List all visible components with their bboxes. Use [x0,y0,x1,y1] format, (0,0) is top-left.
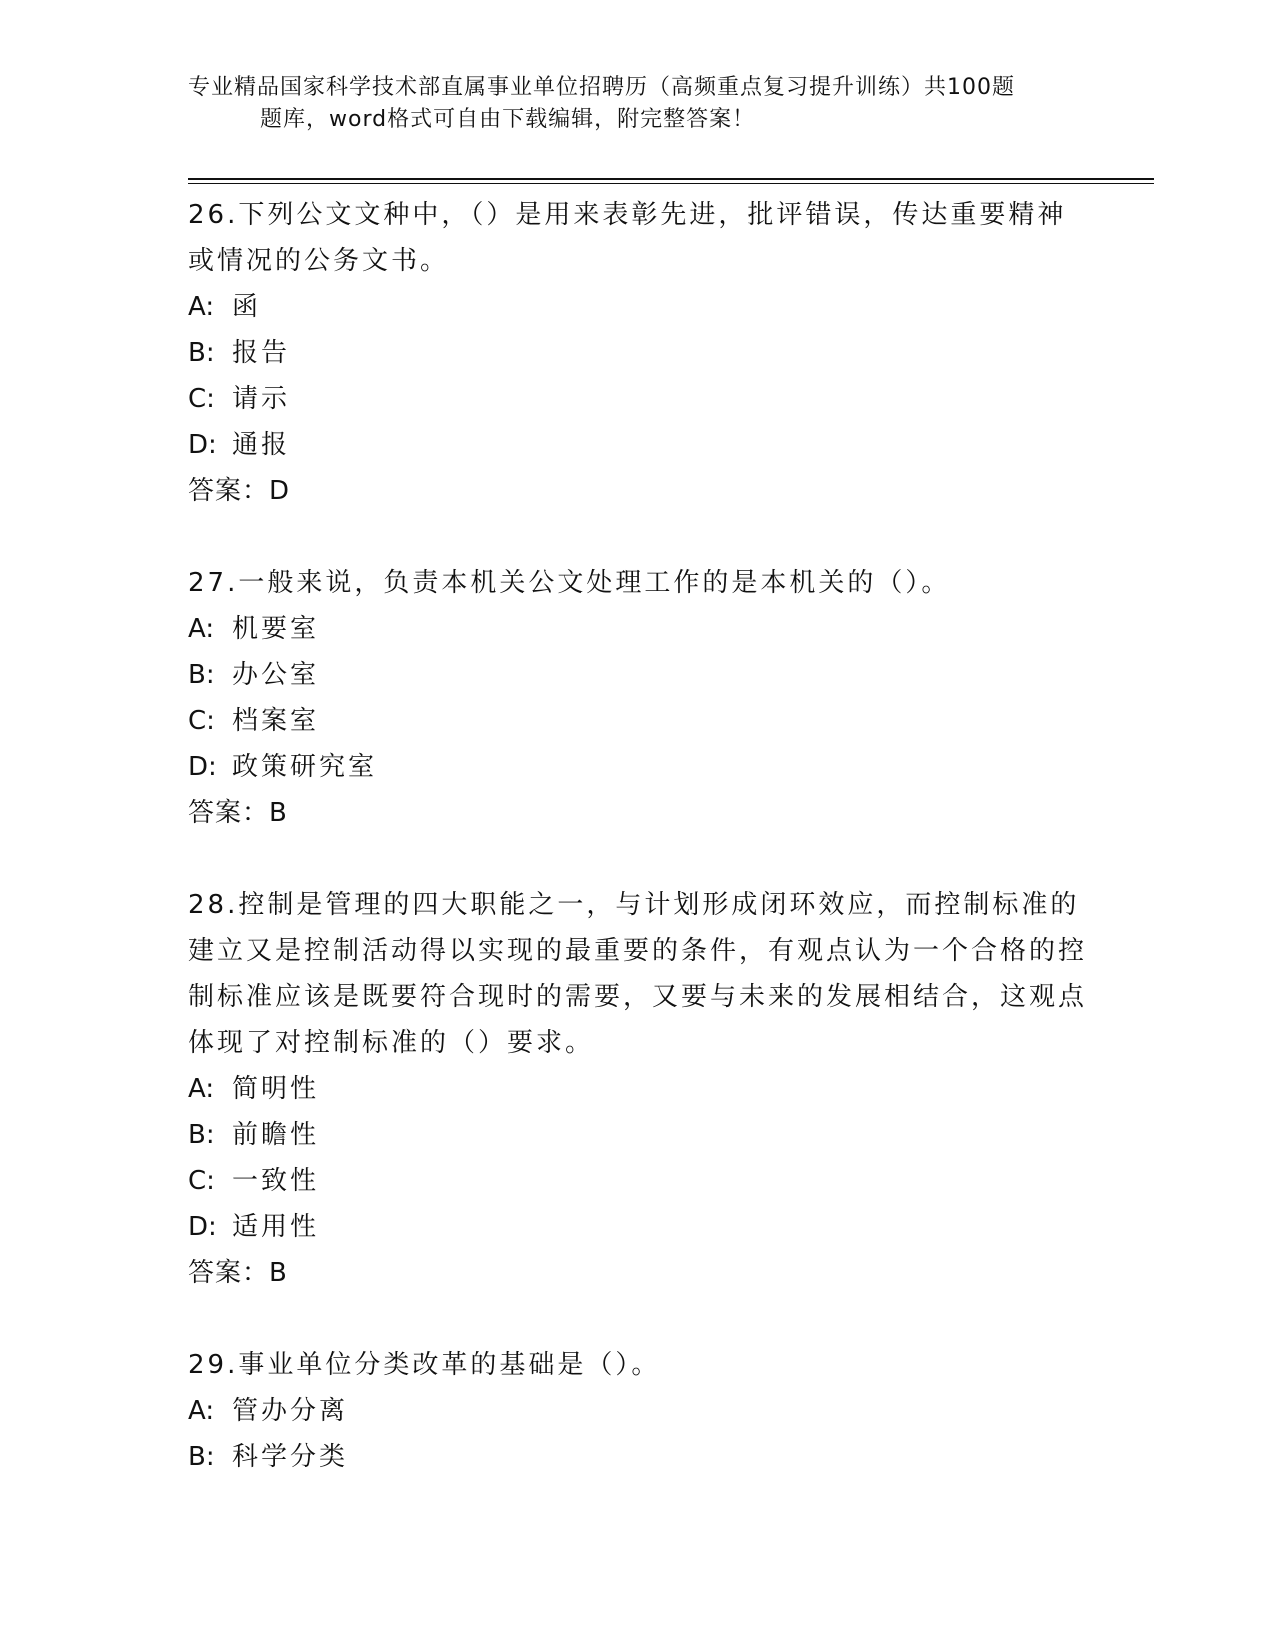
answer: 答案：B [188,798,288,828]
option-label: C: [188,1166,215,1196]
option-b [188,1112,1088,1158]
option-text: 报告 [232,338,291,368]
option-b [188,330,1088,376]
option-text: 通报 [232,430,291,460]
question-text: 28.控制是管理的四大职能之一，与计划形成闭环效应，而控制标准的建立又是控制活动得以实现的最重要的条件，有观点认为一个合格的控制标准应该是既要符合现时的需要，又要与未来的发展相结合，这观点体现了对控制标准的（）要求。 [188,890,1088,1058]
option-text: 前瞻性 [232,1120,320,1150]
option-b [188,1434,1088,1480]
option-text: 适用性 [232,1212,320,1242]
option-a [188,606,1088,652]
question-28 [188,882,1088,1296]
option-a [188,1388,1088,1434]
option-label: D: [188,430,217,460]
option-label: B: [188,1442,215,1472]
option-label: C: [188,384,215,414]
question-26 [188,192,1088,514]
header-line-2: 题库，word格式可自由下载编辑，附完整答案！ [260,107,756,132]
header-divider-thick [188,178,1154,180]
answer: 答案：D [188,476,291,506]
question-27 [188,560,1088,836]
option-a [188,1066,1088,1112]
option-label: C: [188,706,215,736]
option-label: B: [188,338,215,368]
option-a [188,284,1088,330]
option-text: 管办分离 [232,1396,349,1426]
option-text: 档案室 [232,706,320,736]
option-label: D: [188,752,217,782]
option-text: 一致性 [232,1166,320,1196]
option-label: D: [188,1212,217,1242]
question-text: 29.事业单位分类改革的基础是（）。 [188,1350,661,1380]
option-text: 政策研究室 [232,752,378,782]
answer: 答案：B [188,1258,288,1288]
option-label: B: [188,1120,215,1150]
option-text: 请示 [232,384,291,414]
option-label: A: [188,614,215,644]
question-text: 26.下列公文文种中，（）是用来表彰先进，批评错误，传达重要精神或情况的公务文书。 [188,200,1067,276]
option-b [188,652,1088,698]
option-text: 函 [232,292,262,322]
header-divider-thin [188,183,1154,184]
document-header [188,72,1088,136]
option-label: B: [188,660,215,690]
question-text: 27.一般来说，负责本机关公文处理工作的是本机关的（）。 [188,568,951,598]
option-text: 简明性 [232,1074,320,1104]
question-list [188,192,1088,1526]
option-c [188,698,1088,744]
option-d [188,744,1088,790]
option-label: A: [188,1074,215,1104]
option-text: 科学分类 [232,1442,349,1472]
option-d [188,1204,1088,1250]
option-c [188,1158,1088,1204]
option-text: 机要室 [232,614,320,644]
option-d [188,422,1088,468]
option-c [188,376,1088,422]
option-label: A: [188,1396,215,1426]
header-line-1: 专业精品国家科学技术部直属事业单位招聘历（高频重点复习提升训练）共100题 [188,75,1015,100]
option-text: 办公室 [232,660,320,690]
question-29 [188,1342,1088,1480]
option-label: A: [188,292,215,322]
